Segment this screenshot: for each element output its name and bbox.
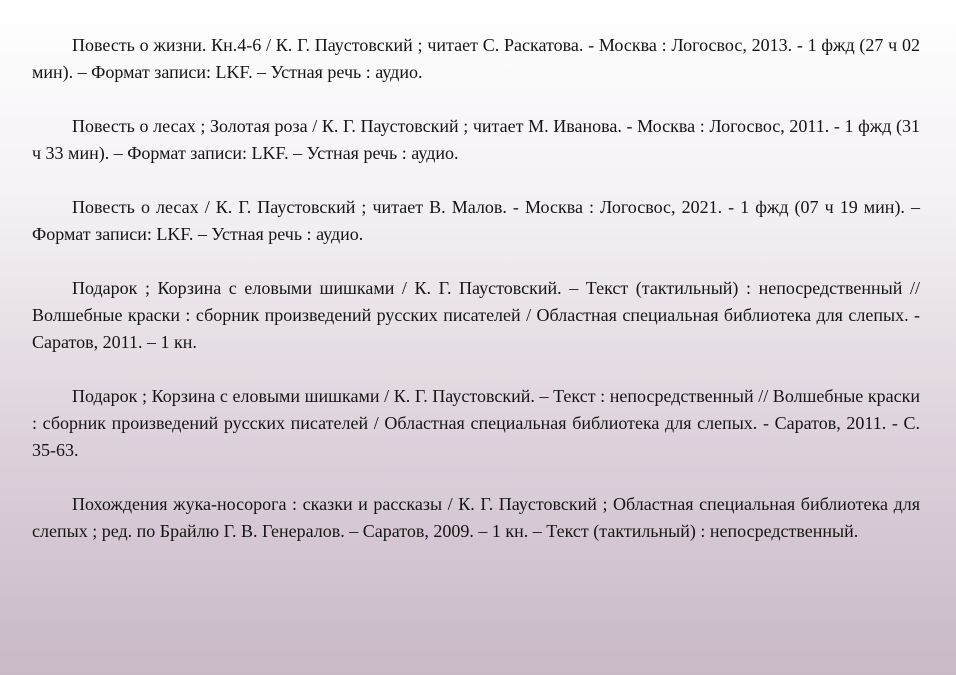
bibliography-entry: Подарок ; Корзина с еловыми шишками / К. Г. Паустовский. – Текст (тактильный) : непосредственный // Волшебные краски : сборник произведений русских писателей / Областная специальная библиотека для слепых. - Саратов, 2011. – 1 кн. <box>32 278 920 352</box>
bibliography-entry: Подарок ; Корзина с еловыми шишками / К. Г. Паустовский. – Текст : непосредственный // Волшебные краски : сборник произведений русских писателей / Областная специальная библиотека для слепых. - Саратов, 2011. - С. 35-63. <box>32 386 920 460</box>
bibliography-entry: Повесть о жизни. Кн.4-6 / К. Г. Паустовский ; читает С. Раскатова. - Москва : Логосвос, 2013. - 1 фжд (27 ч 02 мин). – Формат записи: LKF. – Устная речь : аудио. <box>32 35 920 82</box>
bibliography-entry: Повесть о лесах ; Золотая роза / К. Г. Паустовский ; читает М. Иванова. - Москва : Логосвос, 2011. - 1 фжд (31 ч 33 мин). – Формат записи: LKF. – Устная речь : аудио. <box>32 116 920 163</box>
bibliography-entry: Похождения жука-носорога : сказки и рассказы / К. Г. Паустовский ; Областная специальная библиотека для слепых ; ред. по Брайлю Г. В. Генералов. – Саратов, 2009. – 1 кн. – Текст (тактильный) : непосредственный. <box>32 494 920 541</box>
bibliography-entry: Повесть о лесах / К. Г. Паустовский ; читает В. Малов. - Москва : Логосвос, 2021. - 1 фжд (07 ч 19 мин). – Формат записи: LKF. – Устная речь : аудио. <box>32 197 920 244</box>
